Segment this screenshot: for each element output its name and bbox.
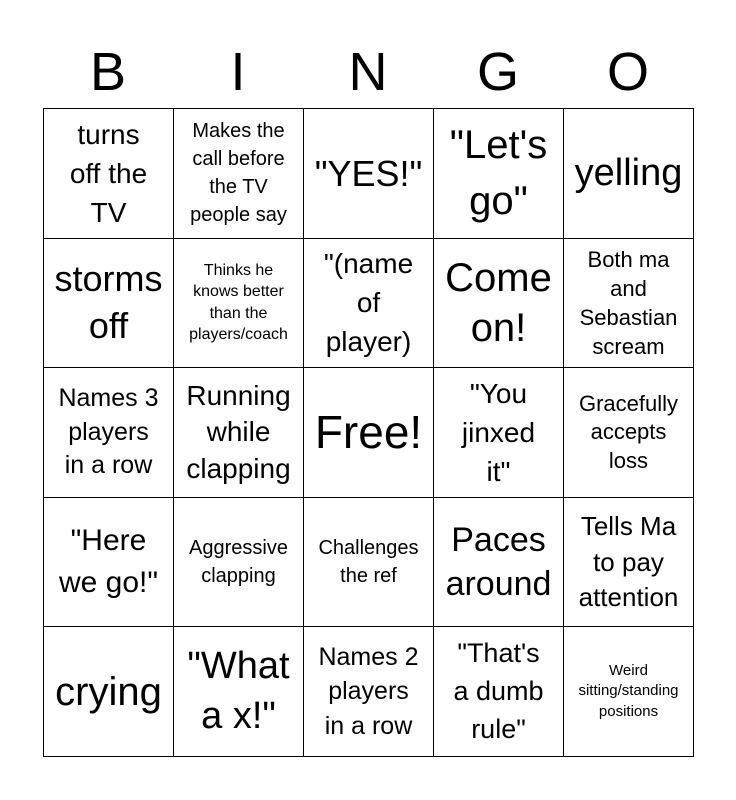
cell-text: "(name of player): [323, 248, 414, 358]
header-letter-b: B: [89, 42, 127, 102]
bingo-cell[interactable]: [304, 498, 434, 628]
bingo-cell[interactable]: [304, 239, 434, 369]
cell-text: Come on!: [445, 255, 552, 350]
cell-text: "Let's go": [449, 123, 548, 224]
bingo-header: [43, 36, 693, 108]
cell-text: Gracefully accepts loss: [578, 390, 679, 473]
bingo-cell[interactable]: [434, 239, 564, 369]
free-space-cell[interactable]: [304, 368, 434, 498]
bingo-cell[interactable]: [564, 368, 694, 498]
bingo-cell[interactable]: [174, 109, 304, 239]
cell-text: Paces around: [445, 520, 552, 604]
bingo-cell[interactable]: [174, 239, 304, 369]
free-space-text: Free!: [314, 405, 423, 458]
bingo-cell[interactable]: [174, 627, 304, 757]
cell-text: "YES!": [314, 152, 423, 194]
bingo-board: [43, 108, 694, 757]
bingo-cell[interactable]: [44, 627, 174, 757]
cell-text: Weird sitting/standing positions: [578, 661, 679, 721]
cell-text: Tells Ma to pay attention: [578, 511, 679, 612]
cell-text: Names 2 players in a row: [318, 642, 419, 740]
bingo-cell[interactable]: [434, 498, 564, 628]
bingo-cell[interactable]: [44, 109, 174, 239]
bingo-cell[interactable]: [44, 498, 174, 628]
cell-text: Challenges the ref: [318, 537, 419, 588]
bingo-cell[interactable]: [564, 498, 694, 628]
bingo-cell[interactable]: [564, 109, 694, 239]
bingo-cell[interactable]: [434, 109, 564, 239]
bingo-cell[interactable]: [564, 239, 694, 369]
cell-text: yelling: [574, 151, 683, 194]
bingo-cell[interactable]: [304, 627, 434, 757]
cell-text: crying: [55, 669, 162, 714]
bingo-cell[interactable]: [564, 627, 694, 757]
bingo-cell[interactable]: [44, 239, 174, 369]
cell-text: turns off the TV: [69, 118, 148, 228]
bingo-cell[interactable]: [304, 109, 434, 239]
bingo-cell[interactable]: [174, 498, 304, 628]
header-letter-n: N: [348, 42, 388, 102]
cell-text: "What a x!": [187, 645, 290, 737]
bingo-cell[interactable]: [44, 368, 174, 498]
cell-text: storms off: [54, 258, 163, 346]
cell-text: Both ma and Sebastian scream: [579, 246, 678, 359]
cell-text: Aggressive clapping: [189, 537, 288, 588]
bingo-cell[interactable]: [434, 627, 564, 757]
header-letter-i: I: [230, 42, 246, 102]
cell-text: Names 3 players in a row: [58, 383, 159, 480]
cell-text: "Here we go!": [58, 524, 159, 600]
header-letter-g: G: [476, 42, 519, 102]
cell-text: Thinks he knows better than the players/coach: [189, 261, 288, 344]
bingo-cell[interactable]: [174, 368, 304, 498]
cell-text: Makes the call before the TV people say: [190, 120, 287, 227]
cell-text: Running while clapping: [186, 379, 291, 484]
header-letter-o: O: [606, 42, 649, 102]
cell-text: "You jinxed it": [461, 377, 536, 488]
cell-text: "That's a dumb rule": [453, 637, 544, 744]
bingo-cell[interactable]: [434, 368, 564, 498]
